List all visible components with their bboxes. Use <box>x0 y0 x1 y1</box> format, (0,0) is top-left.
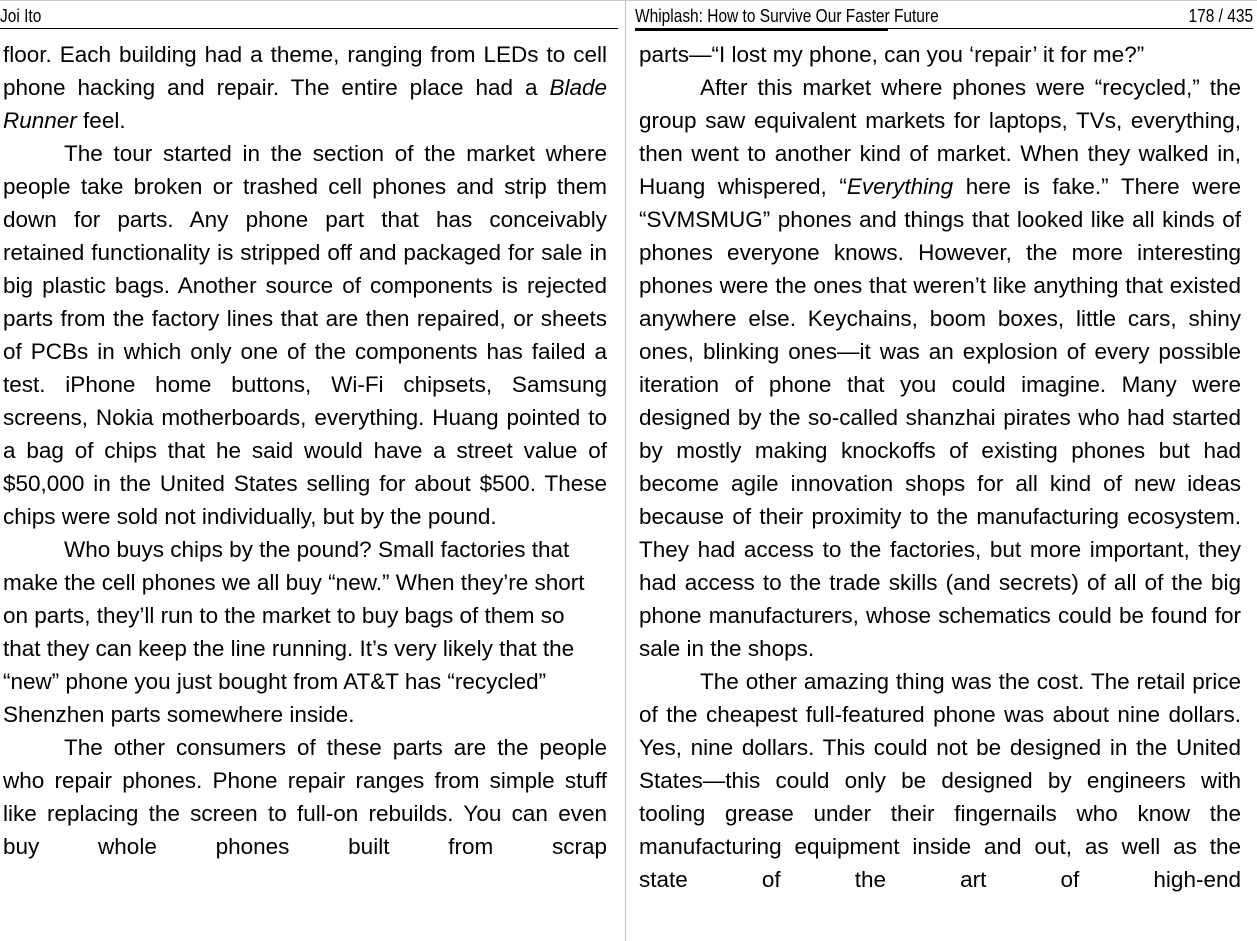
page-indicator: 178 / 435 <box>1188 6 1253 26</box>
paragraph: After this market where phones were “recycled,” the group saw equivalent markets for laptops, TVs, everything, then went to another kind of market. When they walked in, Huang whispered, “Everything here is fake.” There were “SVMSMUG” phones and things that looked like all kinds of phones everyone knows. However, the more interesting phones were the ones that weren’t like anything that existed anywhere else. Keychains, boom boxes, little cars, shiny ones, blinking ones—it was an explosion of every possible iteration of phone that you could imagine. Many were designed by the so-called shanzhai pirates who had started by mostly making knockoffs of existing phones but had become agile innovation shops for all kind of new ideas because of their proximity to the manufacturing ecosystem. They had access to the factories, but more important, they had access to the trade skills (and secrets) of all of the big phone manufacturers, whose schematics could be found for sale in the shops. <box>639 75 1241 661</box>
paragraph: Who buys chips by the pound? Small factories that make the cell phones we all buy “new.” When they’re short on parts, they’ll run to the market to buy bags of them so that they can keep the line running. It’s very likely that the “new” phone you just bought from AT&T has “recycled” Shenzhen parts somewhere inside. <box>3 537 585 727</box>
left-page[interactable] <box>0 0 622 941</box>
left-page-body <box>3 38 607 863</box>
right-page-body <box>639 38 1241 896</box>
right-page[interactable] <box>627 0 1257 941</box>
reading-progress-bar <box>635 28 1253 31</box>
paragraph: The other amazing thing was the cost. The retail price of the cheapest full-featured phone was about nine dollars. Yes, nine dollars. This could not be designed in the United States—this could only be designed by engineers with tooling grease under their fingernails who know the manufacturing equipment inside and out, as well as the state of the art of high-end <box>639 669 1241 892</box>
right-page-header <box>635 4 1253 29</box>
paragraph: The other consumers of these parts are the people who repair phones. Phone repair ranges from simple stuff like replacing the screen to full-on rebuilds. You can even buy whole phones built from scrap <box>3 735 607 859</box>
left-page-header <box>0 4 618 29</box>
paragraph: floor. Each building had a theme, ranging from LEDs to cell phone hacking and repair. The entire place had a Blade Runner feel. <box>3 42 607 133</box>
book-title: Whiplash: How to Survive Our Faster Future <box>635 6 939 26</box>
page-divider <box>625 0 626 941</box>
paragraph: The tour started in the section of the market where people take broken or trashed cell phones and strip them down for parts. Any phone part that has conceivably retained functionality is stripped off and packaged for sale in big plastic bags. Another source of components is rejected parts from the factory lines that are then repaired, or sheets of PCBs in which only one of the components has failed a test. iPhone home buttons, Wi-Fi chipsets, Samsung screens, Nokia motherboards, everything. Huang pointed to a bag of chips that he said would have a street value of $50,000 in the United States selling for about $500. These chips were sold not individually, but by the pound. <box>3 141 607 529</box>
reading-progress-fill <box>635 28 888 31</box>
paragraph: parts—“I lost my phone, can you ‘repair’ it for me?” <box>639 42 1145 67</box>
header-author: Joi Ito <box>0 6 42 26</box>
